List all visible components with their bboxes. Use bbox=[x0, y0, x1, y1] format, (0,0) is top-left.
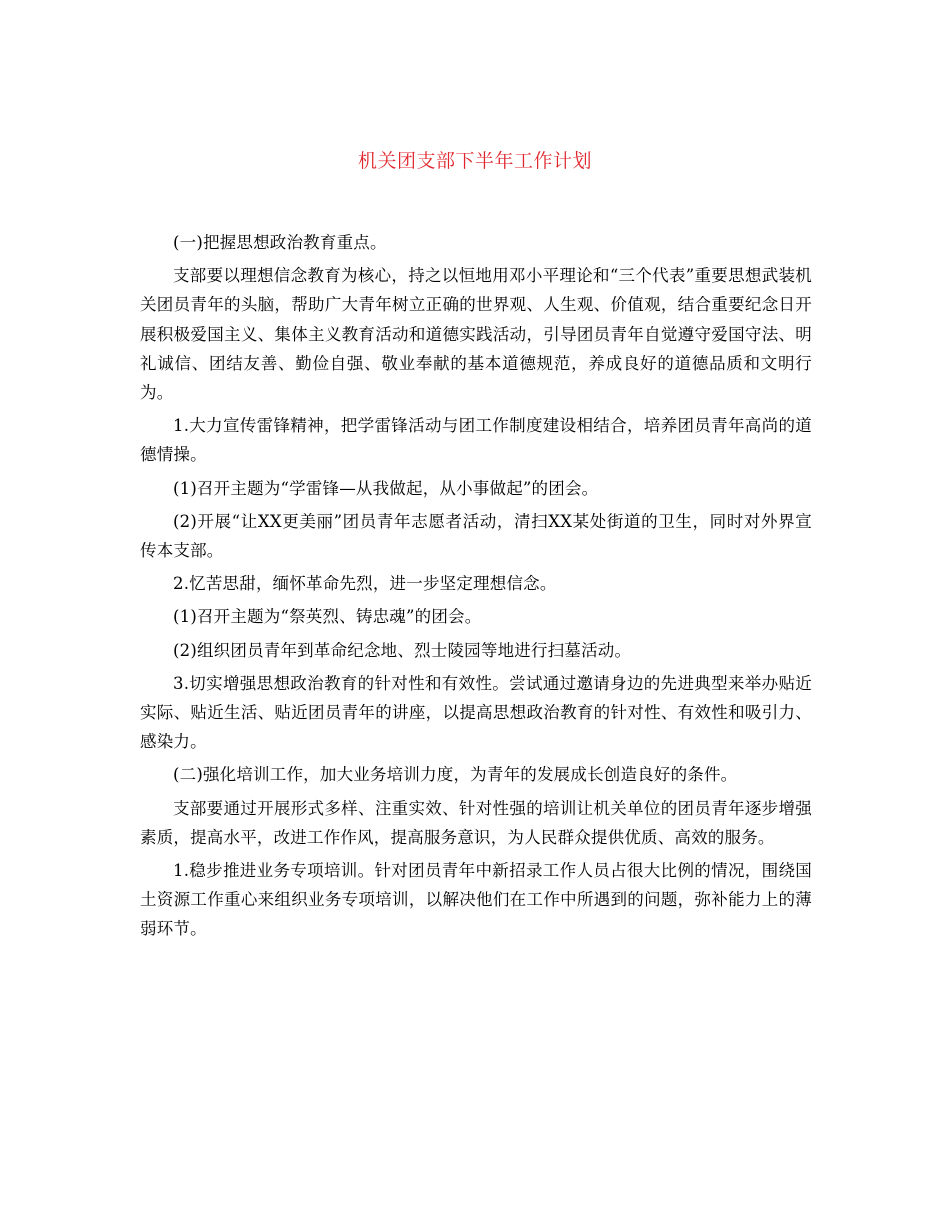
body-paragraph: 支部要通过开展形式多样、注重实效、针对性强的培训让机关单位的团员青年逐步增强素质，提高水平，改进工作作风，提高服务意识，为人民群众提供优质、高效的服务。 bbox=[140, 798, 812, 847]
body-paragraph: 支部要以理想信念教育为核心，持之以恒地用邓小平理论和“三个代表”重要思想武装机关团员青年的头脑，帮助广大青年树立正确的世界观、人生观、价值观，结合重要纪念日开展积极爱国主义、集体主义教育活动和道德实践活动，引导团员青年自觉遵守爱国守法、明礼诚信、团结友善、勤俭自强、敬业奉献的基本道德规范，养成良好的道德品质和文明行为。 bbox=[140, 266, 812, 403]
numbered-item: 2.忆苦思甜，缅怀革命先烈，进一步坚定理想信念。 bbox=[173, 574, 557, 594]
document-title: 机关团支部下半年工作计划 bbox=[357, 150, 592, 172]
numbered-item: 1.大力宣传雷锋精神，把学雷锋活动与团工作制度建设相结合，培养团员青年高尚的道德情操。 bbox=[140, 416, 812, 465]
sub-item: (1)召开主题为“学雷锋—从我做起，从小事做起”的团会。 bbox=[173, 478, 599, 498]
document-body bbox=[140, 228, 812, 948]
section-heading-1: (一)把握思想政治教育重点。 bbox=[173, 233, 387, 252]
sub-item: (1)召开主题为“祭英烈、铸忠魂”的团会。 bbox=[173, 607, 482, 627]
sub-item: (2)组织团员青年到革命纪念地、烈士陵园等地进行扫墓活动。 bbox=[173, 640, 632, 660]
section-heading-2: (二)强化培训工作，加大业务培训力度，为青年的发展成长创造良好的条件。 bbox=[173, 765, 738, 785]
numbered-item: 3.切实增强思想政治教育的针对性和有效性。尝试通过邀请身边的先进典型来举办贴近实际、贴近生活、贴近团员青年的讲座，以提高思想政治教育的针对性、有效性和吸引力、感染力。 bbox=[140, 673, 812, 752]
sub-item: (2)开展“让XX更美丽”团员青年志愿者活动，清扫XX某处街道的卫生，同时对外界宣传本支部。 bbox=[140, 511, 812, 561]
numbered-item: 1.稳步推进业务专项培训。针对团员青年中新招录工作人员占很大比例的情况，围绕国土资源工作重心来组织业务专项培训，以解决他们在工作中所遇到的问题，弥补能力上的薄弱环节。 bbox=[140, 861, 812, 939]
